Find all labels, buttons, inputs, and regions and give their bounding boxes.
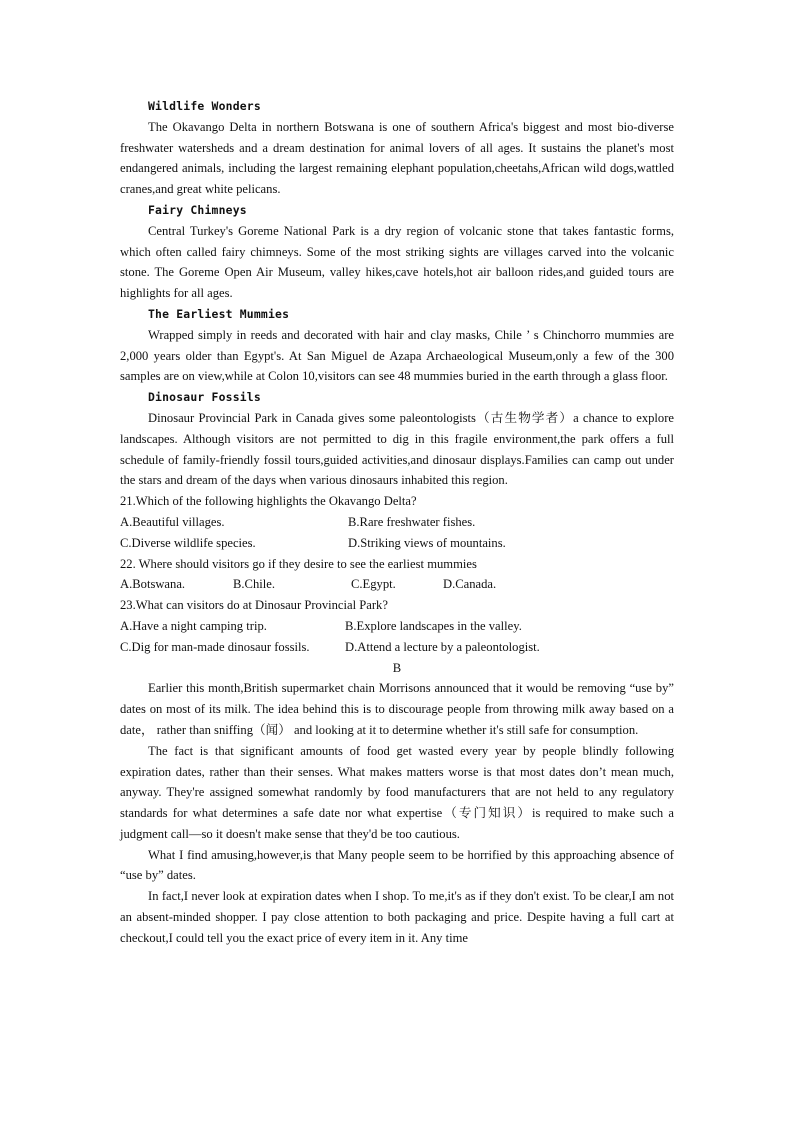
- question-22: [120, 554, 674, 596]
- section-heading: The Earliest Mummies: [148, 306, 290, 321]
- option-c: C.Egypt.: [351, 577, 396, 592]
- document-content: [120, 96, 674, 949]
- option-a: A.Botswana.: [120, 577, 186, 592]
- section-fairy-chimneys: [120, 200, 674, 304]
- option-row: [120, 512, 674, 533]
- section-dinosaur-fossils: [120, 387, 674, 491]
- option-d: D.Striking views of mountains.: [348, 535, 506, 550]
- option-b: B.Explore landscapes in the valley.: [345, 618, 522, 633]
- option-a: A.Beautiful villages.: [120, 514, 225, 529]
- passage-label: B: [392, 660, 402, 675]
- passage-b: [120, 658, 674, 949]
- option-b: B.Rare freshwater fishes.: [348, 514, 476, 529]
- option-row: [120, 533, 674, 554]
- option-a: A.Have a night camping trip.: [120, 618, 267, 633]
- question-stem: 22. Where should visitors go if they desire to see the earliest mummies: [120, 556, 477, 571]
- section-wildlife-wonders: [120, 96, 674, 200]
- section-text: The Okavango Delta in northern Botswana is one of southern Africa's biggest and most bio-diverse freshwater watersheds and a dream destination for animal lovers of all ages. It sustains the planet's most endangered animals, including the largest remaining elephant population,cheetahs,African wild dogs,wattled cranes,and great white pelicans.: [120, 119, 674, 197]
- questions: [120, 491, 674, 657]
- section-text: Wrapped simply in reeds and decorated with hair and clay masks, Chile ’ s Chinchorro mummies are 2,000 years older than Egypt's. At San Miguel de Azapa Archaeological Museum,only a few of the 300 samples are on view,while at Colon 10,visitors can see 48 mummies buried in the earth through a glass floor.: [120, 327, 674, 384]
- question-21: [120, 491, 674, 553]
- section-heading: Wildlife Wonders: [148, 99, 261, 113]
- section-heading: Dinosaur Fossils: [148, 390, 261, 405]
- passage-paragraph: The fact is that significant amounts of food get wasted every year by people blindly following expiration dates, rather than their senses. What makes matters worse is that most dates don’t mean much, anyway. They're assigned somewhat randomly by food manufacturers that are not held to any regulatory standards for what determines a safe date nor what expertise（专门知识）is required to make such a judgment call—so it doesn't make sense that they'd be too cautious.: [120, 743, 674, 841]
- option-c: C.Dig for man-made dinosaur fossils.: [120, 639, 310, 654]
- passage-paragraph: Earlier this month,British supermarket chain Morrisons announced that it would be removing “use by” dates on most of its milk. The idea behind this is to discourage people from throwing milk away based on a date， rather than sniffing（闻） and looking at it to determine whether it's still safe for consumption.: [120, 681, 674, 737]
- option-row: [120, 637, 674, 658]
- passage-paragraph: In fact,I never look at expiration dates when I shop. To me,it's as if they don't exist. To be clear,I am not an absent-minded shopper. I pay close attention to both packaging and price. Despite having a full cart at checkout,I could tell you the exact price of every item in it. Any time: [120, 889, 674, 945]
- section-text: Central Turkey's Goreme National Park is a dry region of volcanic stone that takes fantastic forms, which often called fairy chimneys. Some of the most striking sights are villages carved into the volcanic stone. The Goreme Open Air Museum, valley hikes,cave hotels,hot air balloon rides,and guided tours are highlights for all ages.: [120, 223, 674, 301]
- option-row: [120, 574, 674, 595]
- question-stem: 23.What can visitors do at Dinosaur Provincial Park?: [120, 598, 388, 613]
- question-stem: 21.Which of the following highlights the Okavango Delta?: [120, 494, 417, 509]
- option-d: D.Canada.: [443, 577, 497, 592]
- option-row: [120, 616, 674, 637]
- question-23: [120, 595, 674, 657]
- section-earliest-mummies: [120, 304, 674, 387]
- section-heading: Fairy Chimneys: [148, 202, 247, 217]
- option-d: D.Attend a lecture by a paleontologist.: [345, 639, 540, 654]
- passage-a: [120, 96, 674, 491]
- option-b: B.Chile.: [233, 577, 275, 592]
- section-text: Dinosaur Provincial Park in Canada gives some paleontologists（古生物学者）a chance to explore landscapes. Although visitors are not permitted to dig in this fragile environment,the park offers a full schedule of family-friendly fossil tours,guided activities,and dinosaur displays.Families can camp out under the stars and dream of the days when various dinosaurs inhabited this region.: [120, 410, 674, 488]
- option-c: C.Diverse wildlife species.: [120, 535, 256, 550]
- passage-paragraph: What I find amusing,however,is that Many people seem to be horrified by this approaching absence of “use by” dates.: [120, 847, 674, 883]
